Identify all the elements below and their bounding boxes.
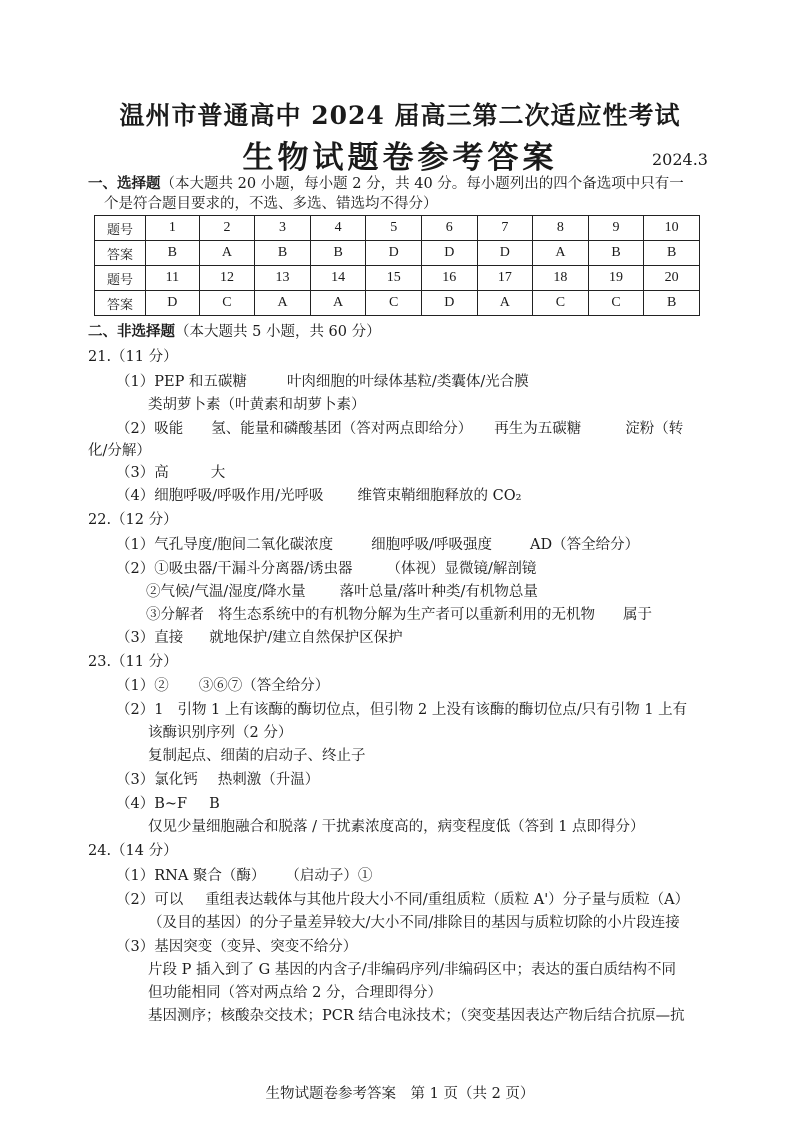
q22-1c: AD（答全给分） xyxy=(530,537,640,553)
q23-heading: 23.（11 分） xyxy=(88,654,178,670)
q23-3b: 热刺激（升温） xyxy=(217,772,320,788)
answer-table-cell: 18 xyxy=(533,266,589,291)
answer-table-row-label: 题号 xyxy=(95,216,146,241)
answer-table-cell: D xyxy=(477,241,533,266)
q24-2c: （及目的基因）的分子量差异较大/大小不同/排除目的基因与质粒切除的小片段连接 xyxy=(148,915,680,931)
section1-note-2: 个是符合题目要求的，不选、多选、错选均不得分） xyxy=(104,196,438,212)
answer-table-cell: B xyxy=(146,241,200,266)
q21-2c: 再生为五碳糖 xyxy=(494,421,582,437)
answer-table-row xyxy=(95,291,700,316)
answer-table-cell: 2 xyxy=(199,216,255,241)
page-title: 生物试题卷参考答案 xyxy=(242,140,558,176)
answer-table-cell: 16 xyxy=(421,266,477,291)
answer-table-row-label: 答案 xyxy=(95,241,146,266)
answer-table xyxy=(94,215,700,316)
q24-heading: 24.（14 分） xyxy=(88,843,178,859)
q22-2e: ③分解者 xyxy=(146,607,204,623)
exam-title: 温州市普通高中 2024 届高三第二次适应性考试 xyxy=(119,101,681,130)
q21-1b: 叶肉细胞的叶绿体基粒/类囊体/光合膜 xyxy=(286,374,529,390)
answer-table-cell: 5 xyxy=(366,216,422,241)
q24-2a: （2）可以 xyxy=(116,892,184,908)
answer-table-cell: 14 xyxy=(310,266,366,291)
answer-table-cell: A xyxy=(477,291,533,316)
q21-heading: 21.（11 分） xyxy=(88,349,178,365)
q24-part2 xyxy=(116,890,689,910)
q22-3b: 就地保护/建立自然保护区保护 xyxy=(209,630,403,646)
answer-table-cell: A xyxy=(199,241,255,266)
answer-table-cell: 20 xyxy=(644,266,700,291)
answer-table-cell: C xyxy=(199,291,255,316)
q23-part2 xyxy=(116,700,687,720)
q22-2a: （2）①吸虫器/干漏斗分离器/诱虫器 xyxy=(116,561,353,577)
q23-4c: 仅见少量细胞融合和脱落 / 干扰素浓度高的，病变程度低（答到 1 点即得分） xyxy=(148,819,645,835)
q23-1b: ③⑥⑦（答全给分） xyxy=(198,678,330,694)
q21-part4 xyxy=(116,486,521,506)
answer-table-cell: 6 xyxy=(421,216,477,241)
answer-table-cell: 3 xyxy=(255,216,311,241)
q21-1c: 类胡萝卜素（叶黄素和胡萝卜素） xyxy=(148,397,366,413)
q22-part2-row3 xyxy=(146,605,652,625)
q23-2a: （2）1 xyxy=(116,702,164,718)
q23-2b: 引物 1 上有该酶的酶切位点，但引物 2 上没有该酶的酶切位点/只有引物 1 上有 xyxy=(177,702,688,718)
answer-table-cell: A xyxy=(533,241,589,266)
answer-table-cell: 13 xyxy=(255,266,311,291)
section1-heading: 一、选择题 xyxy=(88,175,161,192)
q22-2b: （体视）显微镜/解剖镜 xyxy=(386,561,537,577)
q23-1a: （1）② xyxy=(116,678,169,694)
exam-date: 2024.3 xyxy=(652,150,708,169)
section1-note-1: （本大题共 20 小题，每小题 2 分，共 40 分。每小题列出的四个备选项中只有一 xyxy=(160,176,684,192)
answer-table-cell: A xyxy=(255,291,311,316)
answer-table-cell: C xyxy=(533,291,589,316)
answer-table-cell: A xyxy=(310,291,366,316)
answer-table-cell: D xyxy=(146,291,200,316)
q23-part3 xyxy=(116,770,319,790)
q21-4a: （4）细胞呼吸/呼吸作用/光呼吸 xyxy=(116,488,324,504)
q24-3c: 但功能相同（答对两点给 2 分，合理即得分） xyxy=(148,985,442,1001)
answer-table-cell: 1 xyxy=(146,216,200,241)
answer-table-cell: B xyxy=(310,241,366,266)
answer-table-cell: D xyxy=(421,291,477,316)
answer-table-row-label: 答案 xyxy=(95,291,146,316)
answer-table-cell: 4 xyxy=(310,216,366,241)
answer-table-cell: 12 xyxy=(199,266,255,291)
page-footer: 生物试题卷参考答案 第 1 页（共 2 页） xyxy=(265,1086,535,1102)
answer-table-cell: B xyxy=(644,291,700,316)
answer-table-row xyxy=(95,241,700,266)
answer-table-cell: 8 xyxy=(533,216,589,241)
q23-part4 xyxy=(116,794,220,814)
q22-2d: 落叶总量/落叶种类/有机物总量 xyxy=(339,584,538,600)
answer-table-row-label: 题号 xyxy=(95,266,146,291)
q22-2g: 属于 xyxy=(623,607,652,623)
answer-table-cell: 17 xyxy=(477,266,533,291)
q24-3b: 片段 P 插入到了 G 基因的内含子/非编码序列/非编码区中；表达的蛋白质结构不同 xyxy=(148,962,677,978)
answer-table-cell: 15 xyxy=(366,266,422,291)
answer-table-cell: D xyxy=(421,241,477,266)
q24-1a: （1）RNA 聚合（酶） xyxy=(116,868,266,884)
q21-3b: 大 xyxy=(210,465,226,481)
q21-2b: 氢、能量和磷酸基团（答对两点即给分） xyxy=(211,421,473,437)
answer-table-cell: B xyxy=(644,241,700,266)
section2-heading: 二、非选择题 xyxy=(88,323,175,340)
q23-4a: （4）B~F xyxy=(116,796,188,812)
answer-table-cell: C xyxy=(588,291,644,316)
q22-1a: （1）气孔导度/胞间二氧化碳浓度 xyxy=(116,537,334,553)
answer-table-cell: C xyxy=(366,291,422,316)
q23-3a: （3）氯化钙 xyxy=(116,772,198,788)
q24-3d: 基因测序；核酸杂交技术；PCR 结合电泳技术；（突变基因表达产物后结合抗原—抗 xyxy=(148,1008,685,1024)
answer-table-cell: 7 xyxy=(477,216,533,241)
q23-2c: 该酶识别序列（2 分） xyxy=(148,725,293,741)
q23-4b: B xyxy=(209,796,220,812)
q24-part1 xyxy=(116,866,372,886)
q21-4b: 维管束鞘细胞释放的 CO₂ xyxy=(357,488,522,504)
q24-3a: （3）基因突变（变异、突变不给分） xyxy=(116,939,358,955)
q21-2d: 淀粉（转 xyxy=(625,421,684,437)
q21-3a: （3）高 xyxy=(116,465,169,481)
q24-2b: 重组表达载体与其他片段大小不同/重组质粒（质粒 A'）分子量与质粒（A） xyxy=(205,892,690,908)
q22-1b: 细胞呼吸/呼吸强度 xyxy=(371,537,492,553)
q22-heading: 22.（12 分） xyxy=(88,512,178,528)
q21-2a: （2）吸能 xyxy=(116,421,184,437)
q21-1a: （1）PEP 和五碳糖 xyxy=(116,374,247,390)
q24-1b: （启动子）① xyxy=(285,868,373,884)
q21-part2 xyxy=(116,419,683,439)
answer-table-cell: B xyxy=(588,241,644,266)
answer-table-row xyxy=(95,216,700,241)
q23-part1 xyxy=(116,676,329,696)
q22-2c: ②气候/气温/湿度/降水量 xyxy=(146,584,306,600)
answer-table-row xyxy=(95,266,700,291)
answer-table-cell: 9 xyxy=(588,216,644,241)
q21-part3 xyxy=(116,463,225,483)
q22-part1 xyxy=(116,535,639,555)
q21-2e: 化/分解） xyxy=(88,443,151,459)
answer-table-cell: 19 xyxy=(588,266,644,291)
section2-heading-line xyxy=(88,322,381,342)
answer-table-cell: 10 xyxy=(644,216,700,241)
q22-part2 xyxy=(116,559,536,579)
q22-part2-row2 xyxy=(146,582,538,602)
answer-table-cell: 11 xyxy=(146,266,200,291)
q22-part3 xyxy=(116,628,403,648)
q22-2f: 将生态系统中的有机物分解为生产者可以重新利用的无机物 xyxy=(218,607,595,623)
answer-table-cell: B xyxy=(255,241,311,266)
q22-3a: （3）直接 xyxy=(116,630,184,646)
q21-part1 xyxy=(116,372,529,392)
q23-2d: 复制起点、细菌的启动子、终止子 xyxy=(148,748,366,764)
section2-note: （本大题共 5 小题，共 60 分） xyxy=(175,324,381,340)
answer-table-cell: D xyxy=(366,241,422,266)
section1-heading-line xyxy=(88,174,684,194)
